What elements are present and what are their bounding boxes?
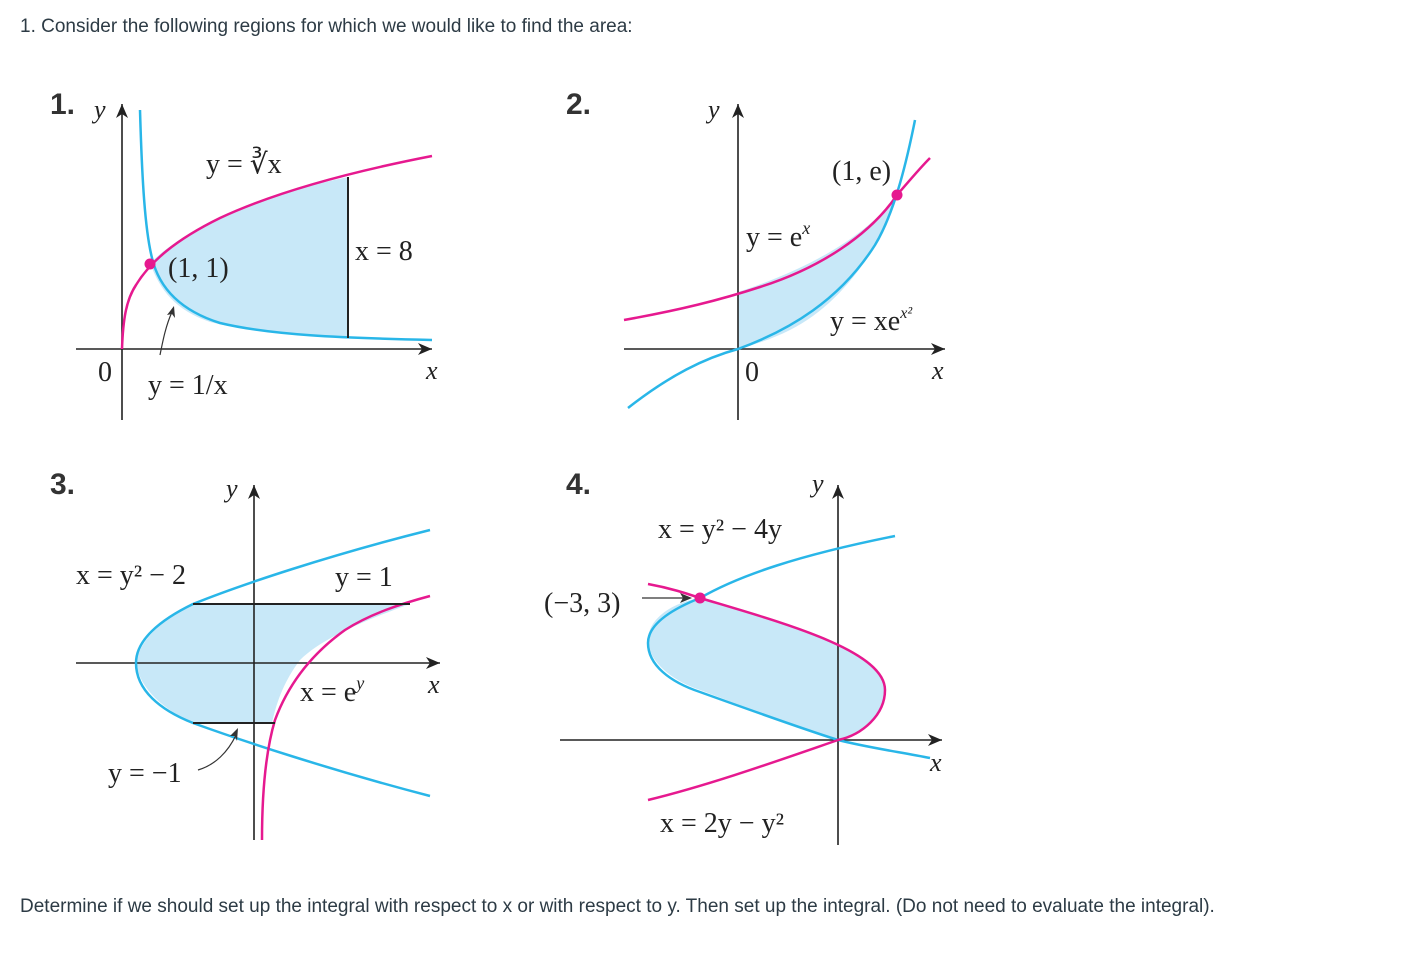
figure-3-number: 3. (50, 468, 76, 501)
figure-1-x-label: x (426, 356, 438, 385)
figure-3-label-exp: $x = e^y$ (300, 673, 365, 708)
figure-1-point (145, 259, 156, 270)
figure-2-y-label: y (708, 95, 720, 124)
figure-1 (50, 88, 438, 420)
question-intro: 1. Consider the following regions for which we would like to find the area: (20, 16, 633, 37)
figure-4 (544, 468, 942, 845)
figure-2-x-label: x (932, 356, 944, 385)
figure-1-origin: 0 (98, 357, 112, 388)
figure-3-y-label: y (226, 474, 238, 503)
figure-1-label-cube-root: y = ∛x (206, 149, 282, 180)
figure-2-label-point: (1, e) (832, 156, 892, 187)
figure-2-origin: 0 (745, 357, 759, 388)
figure-1-label-point: (1, 1) (168, 253, 229, 284)
figure-1-number: 1. (50, 88, 76, 121)
figure-4-point (695, 593, 706, 604)
figure-3-label-y1: y = 1 (335, 562, 393, 593)
figure-4-y-label: y (812, 469, 824, 498)
figure-2-label-exp: $y = e^x$ (746, 218, 811, 253)
figure-2-point (892, 190, 903, 201)
figure-1-label-x8: x = 8 (355, 236, 413, 267)
figure-2-number: 2. (566, 88, 592, 121)
figure-3-label-ym1: y = −1 (108, 758, 182, 789)
figure-4-x-label: x (930, 748, 942, 777)
figure-4-number: 4. (566, 468, 592, 501)
figure-4-label-point: (−3, 3) (544, 588, 621, 619)
figure-3 (50, 468, 440, 840)
figure-3-x-label: x (428, 670, 440, 699)
figure-3-label-parabola: x = y² − 2 (76, 560, 186, 591)
question-instructions: Determine if we should set up the integral with respect to x or with respect to y. Then set up the integral. (Do not need to evaluate the integral). (20, 896, 1215, 917)
figure-1-label-reciprocal: y = 1/x (148, 370, 228, 401)
figure-2 (566, 88, 945, 420)
figure-4-label-parabola-right: x = 2y − y² (660, 808, 784, 839)
figure-2-label-xex2: $y = xe^{x^2}$ (830, 305, 913, 337)
figure-4-label-parabola-left: x = y² − 4y (658, 514, 782, 545)
figure-3-pointer-arrow (198, 735, 236, 770)
figure-1-y-label: y (94, 95, 106, 124)
